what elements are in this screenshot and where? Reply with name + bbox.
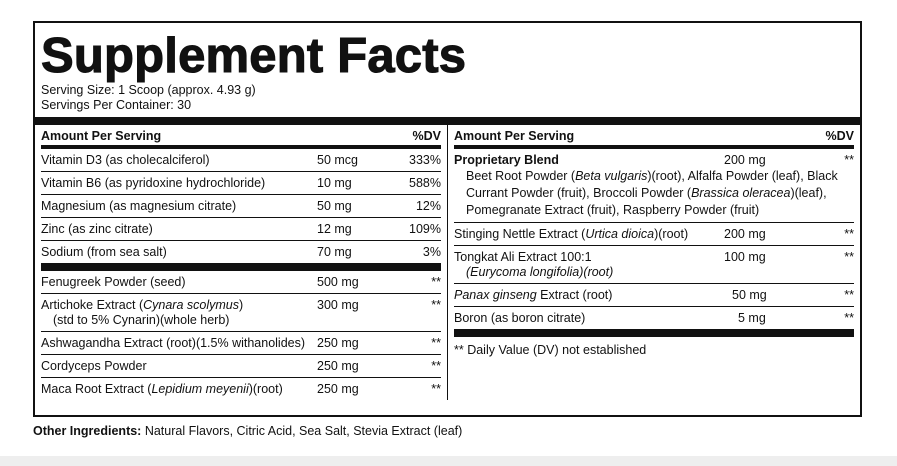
nutrient-name: Sodium (from sea salt) (41, 245, 167, 259)
ingredient-dv: ** (431, 359, 441, 373)
ingredient-amount: 50 mg (732, 288, 767, 302)
dv-footnote: ** Daily Value (DV) not established (454, 343, 647, 357)
blend-amount: 200 mg (724, 153, 766, 167)
ingredient-name-text: )(root) (654, 227, 689, 241)
other-ingredients-label: Other Ingredients: (33, 424, 142, 438)
nutrient-name: Vitamin D3 (as cholecalciferol) (41, 153, 210, 167)
right-column (448, 125, 860, 400)
ingredient-name (41, 382, 317, 397)
proprietary-blend-row (454, 149, 854, 223)
ingredient-dv: ** (431, 382, 441, 396)
left-header-row (41, 125, 441, 149)
ingredient-row (454, 284, 854, 307)
ingredient-name (454, 227, 724, 242)
ingredient-standardization: (std to 5% Cynarin)(whole herb) (53, 313, 230, 327)
nutrient-dv: 109% (409, 222, 441, 236)
nutrient-dv: 12% (415, 199, 441, 213)
nutrient-row (41, 241, 441, 271)
serving-size: Serving Size: 1 Scoop (approx. 4.93 g) (41, 83, 256, 97)
left-header-dv: %DV (412, 129, 441, 143)
ingredient-dv: ** (844, 311, 854, 325)
left-column (35, 125, 448, 400)
right-header-row (454, 125, 854, 149)
ingredient-latin-name: Urtica dioica (585, 227, 655, 241)
panel-title: Supplement Facts (41, 29, 467, 83)
ingredient-amount: 100 mg (724, 250, 766, 264)
ingredient-row (41, 332, 441, 355)
ingredient-row (454, 246, 854, 284)
ingredient-row (454, 307, 854, 337)
blend-dv: ** (844, 153, 854, 167)
nutrient-amount: 10 mg (317, 176, 352, 190)
ingredient-name-text: ) (239, 298, 244, 312)
nutrient-row (41, 195, 441, 218)
nutrient-name: Magnesium (as magnesium citrate) (41, 199, 237, 213)
nutrient-dv: 3% (422, 245, 441, 259)
blend-name: Proprietary Blend (454, 153, 559, 167)
ingredient-dv: ** (844, 288, 854, 302)
ingredient-name: Fenugreek Powder (seed) (41, 275, 186, 289)
ingredient-row (41, 271, 441, 294)
ingredient-amount: 200 mg (724, 227, 766, 241)
ingredient-name-text: Tongkat Ali Extract 100:1 (454, 250, 592, 264)
ingredient-amount: 250 mg (317, 336, 359, 350)
nutrient-name: Vitamin B6 (as pyridoxine hydrochloride) (41, 176, 266, 190)
servings-per-container: Servings Per Container: 30 (41, 98, 192, 112)
blend-latin-name: Beta vulgaris (575, 169, 648, 183)
ingredient-dv: ** (844, 227, 854, 241)
ingredient-row (454, 223, 854, 246)
ingredient-amount: 5 mg (738, 311, 766, 325)
left-header-amount: Amount Per Serving (41, 129, 162, 143)
ingredient-latin-name: Cynara scolymus (143, 298, 239, 312)
nutrient-name: Zinc (as zinc citrate) (41, 222, 153, 236)
ingredient-row (41, 355, 441, 378)
ingredient-name (454, 288, 724, 303)
nutrient-amount: 70 mg (317, 245, 352, 259)
ingredient-name-text: Artichoke Extract ( (41, 298, 144, 312)
ingredient-latin-name: Lepidium meyenii (151, 382, 249, 396)
blend-block (454, 153, 854, 219)
nutrient-dv: 588% (409, 176, 441, 190)
thick-divider (35, 117, 860, 125)
nutrient-amount: 50 mg (317, 199, 352, 213)
ingredient-name: Ashwagandha Extract (root)(1.5% withanolides) (41, 336, 306, 350)
ingredient-row (41, 378, 441, 400)
ingredient-dv: ** (844, 250, 854, 264)
ingredient-amount: 250 mg (317, 359, 359, 373)
ingredient-name-text: )(root) (248, 382, 283, 396)
ingredient-amount: 250 mg (317, 382, 359, 396)
other-ingredients-text: Natural Flavors, Citric Acid, Sea Salt, Stevia Extract (leaf) (141, 424, 463, 438)
ingredient-dv: ** (431, 336, 441, 350)
other-ingredients (33, 424, 462, 438)
ingredient-name (41, 298, 317, 328)
ingredient-latin-name: (Eurycoma longifolia)(root) (466, 265, 614, 279)
nutrient-row (41, 218, 441, 241)
blend-text: )(root), Alfalfa Powder (leaf), Black Currant Powder (fruit), Broccoli Powder ( (466, 169, 838, 200)
ingredient-name-text: Extract (root) (536, 288, 613, 302)
ingredient-row (41, 294, 441, 332)
right-header-amount: Amount Per Serving (454, 129, 575, 143)
nutrient-dv: 333% (409, 153, 441, 167)
ingredient-dv: ** (431, 275, 441, 289)
nutrient-row (41, 149, 441, 172)
nutrient-amount: 50 mcg (317, 153, 358, 167)
supplement-facts-panel (33, 21, 862, 417)
ingredient-name: Cordyceps Powder (41, 359, 147, 373)
ingredient-name-text: Stinging Nettle Extract ( (454, 227, 586, 241)
ingredient-latin-name: Panax ginseng (454, 288, 537, 302)
nutrient-row (41, 172, 441, 195)
blend-title-line (454, 153, 854, 168)
ingredient-name (454, 250, 724, 280)
right-header-dv: %DV (825, 129, 854, 143)
nutrient-amount: 12 mg (317, 222, 352, 236)
blend-ingredients (454, 168, 854, 219)
ingredient-amount: 500 mg (317, 275, 359, 289)
ingredient-name-text: Maca Root Extract ( (41, 382, 152, 396)
blend-text: )(leaf), Pomegranate Extract (fruit), Raspberry Powder (fruit) (466, 186, 827, 217)
ingredient-name: Boron (as boron citrate) (454, 311, 586, 325)
facts-columns (35, 125, 860, 400)
blend-latin-name: Brassica oleracea (691, 186, 791, 200)
blend-text: Beet Root Powder ( (466, 169, 576, 183)
ingredient-amount: 300 mg (317, 298, 359, 312)
ingredient-dv: ** (431, 298, 441, 312)
